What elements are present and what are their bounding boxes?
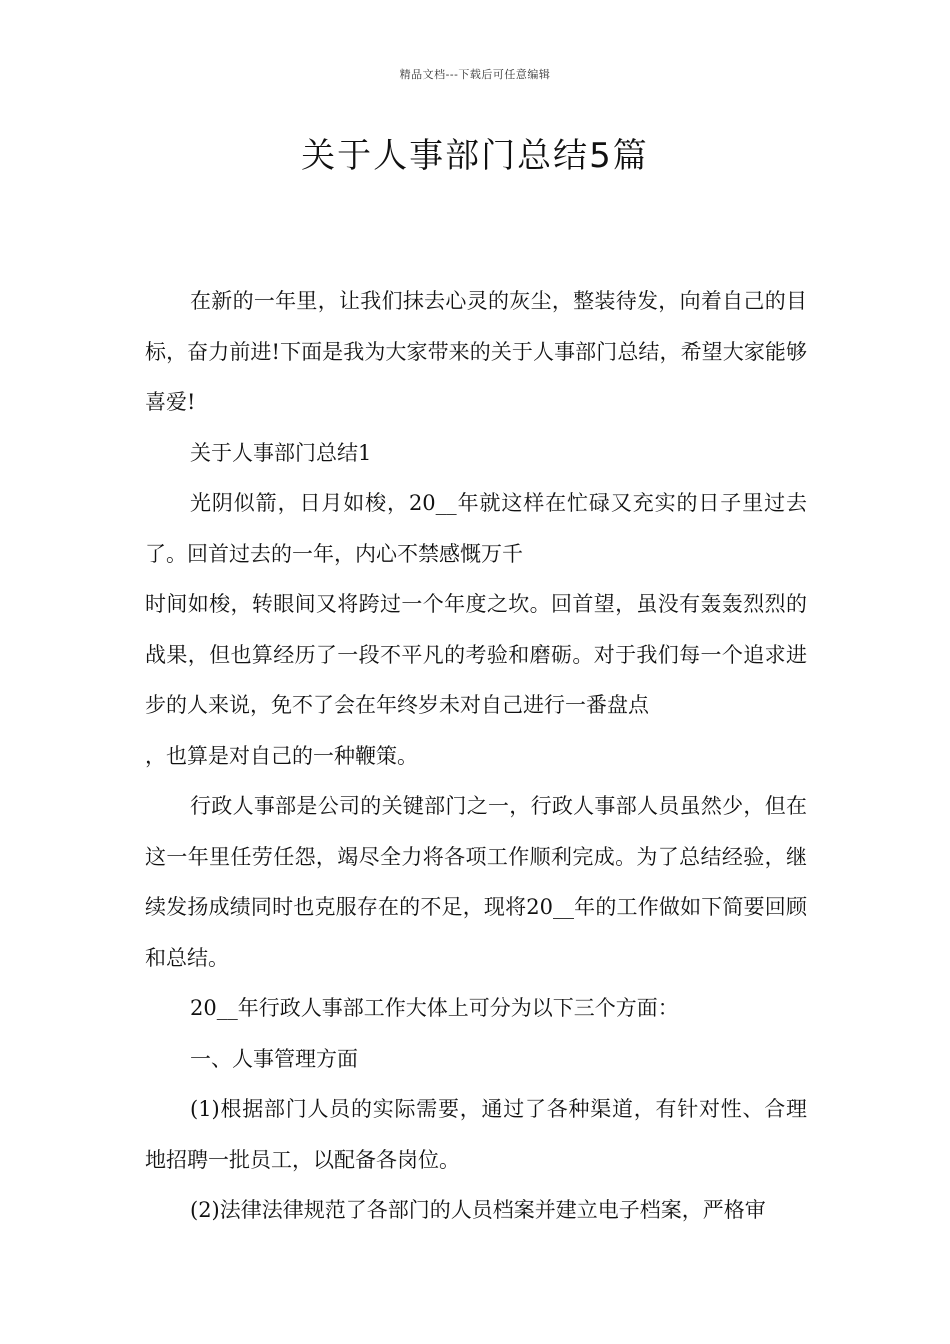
header-note: 精品文档---下载后可任意编辑 [399,68,551,81]
paragraph: 光阴似箭，日月如梭，20__年就这样在忙碌又充实的日子里过去了。回首过去的一年，内心不禁感慨万千 [145,491,807,566]
list-item: (2)法律法律规范了各部门的人员档案并建立电子档案，严格审 [190,1198,766,1222]
paragraph: 行政人事部是公司的关键部门之一，行政人事部人员虽然少，但在这一年里任劳任怨，竭尽全力将各项工作顺利完成。为了总结经验，继续发扬成绩同时也克服存在的不足，现将20__年的工作做如下简要回顾和总结。 [145,794,807,970]
paragraph: 20__年行政人事部工作大体上可分为以下三个方面： [190,996,679,1020]
document-body [145,276,807,1236]
list-item: (1)根据部门人员的实际需要，通过了各种渠道，有针对性、合理地招聘一批员工，以配备各岗位。 [145,1097,807,1172]
paragraph: 时间如梭，转眼间又将跨过一个年度之坎。回首望，虽没有轰轰烈烈的战果，但也算经历了一段不平凡的考验和磨砺。对于我们每一个追求进步的人来说，免不了会在年终岁未对自己进行一番盘点 [145,592,807,717]
section-heading-1: 关于人事部门总结1 [190,440,372,465]
paragraph-intro: 在新的一年里，让我们抹去心灵的灰尘，整装待发，向着自己的目标，奋力前进!下面是我为大家带来的关于人事部门总结，希望大家能够喜爱! [145,289,807,414]
document-title: 关于人事部门总结5篇 [301,136,649,176]
subsection-heading: 一、人事管理方面 [190,1046,358,1071]
paragraph: ，也算是对自己的一种鞭策。 [145,743,418,768]
